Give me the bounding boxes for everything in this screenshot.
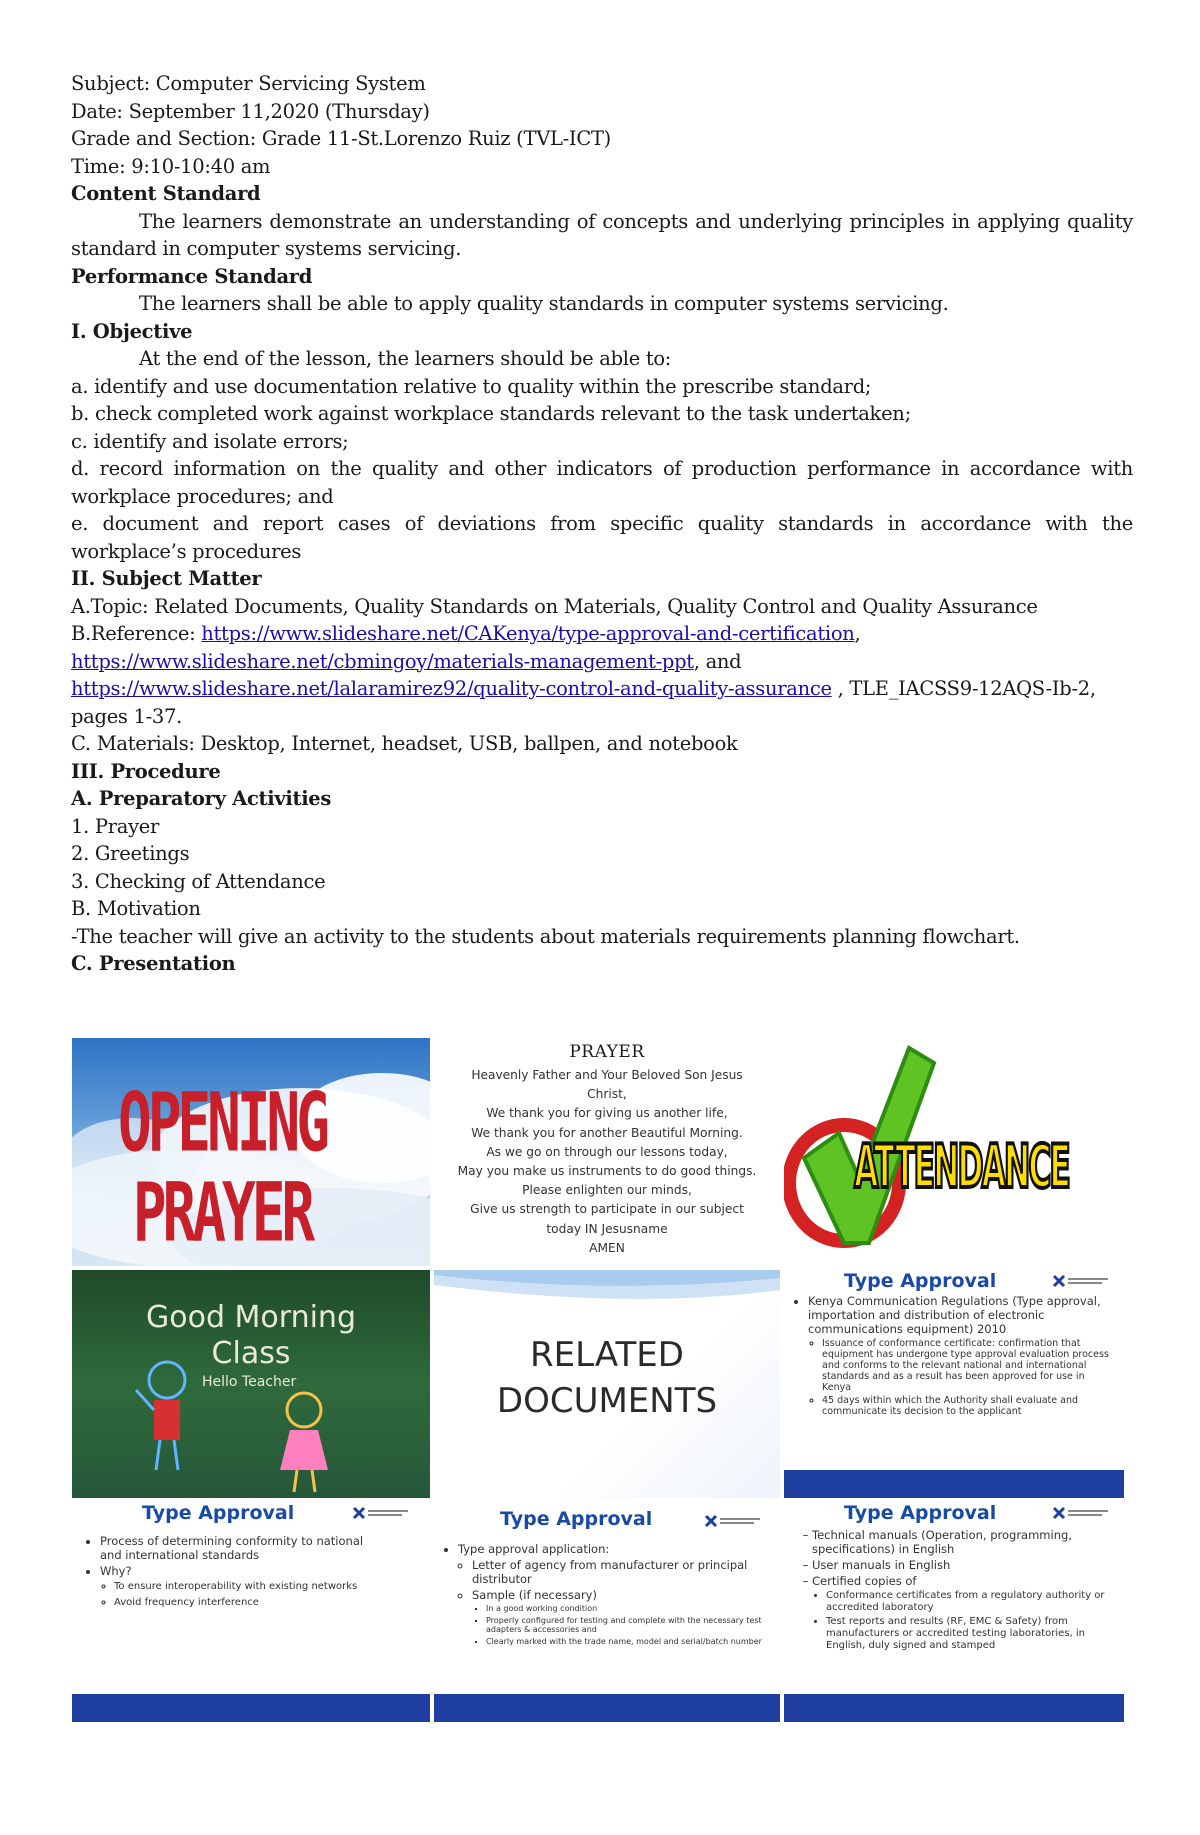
prayer-text-slide bbox=[434, 1038, 780, 1266]
slide-footer-bar bbox=[72, 1694, 430, 1722]
bullet: • Why? bbox=[100, 1564, 386, 1578]
objective-item: d. record information on the quality and other indicators of production performance in accordance with workplace procedures; and bbox=[71, 457, 1133, 508]
good-morning-slide bbox=[72, 1270, 430, 1498]
slide-footer-bar bbox=[434, 1694, 780, 1722]
attendance-word: ATTENDANCE bbox=[854, 1133, 1069, 1202]
preparatory-heading: A. Preparatory Activities bbox=[71, 787, 332, 810]
procedure-step: 1. Prayer bbox=[71, 814, 160, 838]
wave-decoration bbox=[434, 1270, 780, 1330]
prayer-line: AMEN bbox=[589, 1240, 625, 1255]
grade-line: Grade and Section: Grade 11-St.Lorenzo Ruiz (TVL-ICT) bbox=[71, 127, 611, 150]
presentation-heading: C. Presentation bbox=[71, 952, 236, 975]
topic-line: A.Topic: Related Documents, Quality Standards on Materials, Quality Control and Quality Assurance bbox=[71, 594, 1038, 618]
prayer-line: today IN Jesusname bbox=[546, 1221, 668, 1236]
bullet: • Kenya Communication Regulations (Type approval, importation and distribution of electronic communications equipment) 2010 bbox=[808, 1294, 1114, 1336]
prayer-line: Give us strength to participate in our subject bbox=[470, 1202, 744, 1217]
opening-prayer-slide bbox=[72, 1038, 430, 1266]
slide-body bbox=[798, 1528, 1108, 1654]
reference-link-1[interactable]: https://www.slideshare.net/CAKenya/type-approval-and-certification bbox=[201, 622, 855, 645]
hello-teacher-text: Hello Teacher bbox=[202, 1374, 297, 1390]
slide-title: Type Approval bbox=[844, 1270, 997, 1292]
subject-line: Subject: Computer Servicing System bbox=[71, 72, 426, 95]
prayer-line: We thank you for giving us another life, bbox=[486, 1106, 728, 1121]
prayer-line: Heavenly Father and Your Beloved Son Jesus bbox=[471, 1068, 743, 1082]
sub-bullet: ◦ Issuance of conformance certificate: confirmation that equipment has undergone type approval evaluation process and conforms to the relevant national and international standards and as a result has been approved for use in Kenya bbox=[822, 1338, 1114, 1393]
slide-title: Type Approval bbox=[500, 1508, 653, 1530]
kids-drawing-icon bbox=[72, 1270, 430, 1498]
objective-item: b. check completed work against workplace standards relevant to the task undertaken; bbox=[71, 402, 911, 425]
separator: , bbox=[854, 622, 861, 645]
slide-body bbox=[86, 1534, 386, 1612]
sub-bullet: ◦ To ensure interoperability with existing networks bbox=[114, 1580, 386, 1594]
related-word: RELATED bbox=[530, 1335, 684, 1375]
type-approval-slide-1 bbox=[784, 1270, 1124, 1498]
sub-sub-bullet: ▪ Clearly marked with the trade name, model and serial/batch number bbox=[486, 1637, 764, 1647]
separator: , and bbox=[693, 649, 742, 673]
sub-bullet: – User manuals in English bbox=[812, 1558, 1108, 1572]
prayer-line: May you make us instruments to do good things. bbox=[457, 1164, 757, 1179]
motivation-text: -The teacher will give an activity to the students about materials requirements planning flowchart. bbox=[71, 924, 1020, 948]
type-approval-slide-2 bbox=[72, 1502, 430, 1722]
type-approval-slide-3 bbox=[434, 1502, 780, 1722]
sub-sub-bullet: • Conformance certificates from a regulatory authority or accredited laboratory bbox=[826, 1590, 1108, 1614]
sub-bullet: ◦ 45 days within which the Authority shall evaluate and communicate its decision to the applicant bbox=[822, 1395, 1114, 1417]
procedure-step: 3. Checking of Attendance bbox=[71, 869, 326, 893]
lesson-plan bbox=[71, 70, 1133, 978]
bullet: • Type approval application: bbox=[458, 1542, 764, 1556]
authority-logo-icon bbox=[1052, 1274, 1112, 1288]
objective-item: e. document and report cases of deviations from specific quality standards in accordance with the workplace’s procedures bbox=[71, 512, 1133, 563]
sub-bullet: ◦ Avoid frequency interference bbox=[114, 1596, 386, 1610]
content-standard-heading: Content Standard bbox=[71, 182, 261, 205]
authority-logo-icon bbox=[352, 1506, 412, 1520]
documents-word: DOCUMENTS bbox=[496, 1381, 718, 1421]
sub-bullet: – Certified copies of bbox=[812, 1574, 1108, 1588]
bullet: • Process of determining conformity to national and international standards bbox=[100, 1534, 386, 1562]
attendance-slide bbox=[784, 1038, 1124, 1266]
sub-bullet: – Technical manuals (Operation, programming, specifications) in English bbox=[812, 1528, 1108, 1556]
objective-item: c. identify and isolate errors; bbox=[71, 429, 349, 453]
time-line: Time: 9:10-10:40 am bbox=[71, 154, 271, 178]
prayer-word: PRAYER bbox=[132, 1166, 312, 1261]
date-line: Date: September 11,2020 (Thursday) bbox=[71, 99, 430, 123]
sub-sub-bullet: ▪ Properly configured for testing and complete with the necessary test adapters & accessories and bbox=[486, 1616, 764, 1635]
reference-link-3[interactable]: https://www.slideshare.net/lalaramirez92/quality-control-and-quality-assurance bbox=[71, 677, 832, 700]
materials-line: C. Materials: Desktop, Internet, headset, USB, ballpen, and notebook bbox=[71, 732, 738, 755]
reference-tail: , TLE_IACSS9-12AQS-Ib-2, pages 1-37. bbox=[71, 677, 1096, 728]
authority-logo-icon bbox=[704, 1514, 764, 1528]
prayer-line: Christ, bbox=[587, 1087, 627, 1102]
sub-sub-bullet: • Test reports and results (RF, EMC & Safety) from manufacturers or accredited testing laboratories, in English, duly signed and stamped bbox=[826, 1616, 1108, 1652]
prayer-title: PRAYER bbox=[569, 1042, 645, 1062]
prayer-line: We thank you for another Beautiful Morning. bbox=[471, 1125, 743, 1140]
type-approval-slide-4 bbox=[784, 1502, 1124, 1722]
sub-sub-bullet: ▪ In a good working condition bbox=[486, 1604, 764, 1614]
reference-label: B.Reference: bbox=[71, 622, 202, 645]
slide-body bbox=[444, 1542, 764, 1648]
related-documents-slide bbox=[434, 1270, 780, 1498]
authority-logo-icon bbox=[1052, 1506, 1112, 1520]
prayer-line: As we go on through our lessons today, bbox=[486, 1144, 728, 1159]
slide-title: Type Approval bbox=[142, 1502, 295, 1524]
slide-body bbox=[794, 1294, 1114, 1419]
slide-footer-bar bbox=[784, 1470, 1124, 1498]
prayer-body bbox=[434, 1066, 780, 1258]
procedure-step: B. Motivation bbox=[71, 897, 201, 920]
slide-footer-bar bbox=[784, 1694, 1124, 1722]
subject-matter-heading: II. Subject Matter bbox=[71, 567, 262, 590]
objective-intro: At the end of the lesson, the learners should be able to: bbox=[139, 347, 672, 370]
sub-bullet: ◦ Letter of agency from manufacturer or principal distributor bbox=[472, 1558, 764, 1586]
procedure-heading: III. Procedure bbox=[71, 759, 221, 783]
performance-standard-text: The learners shall be able to apply quality standards in computer systems servicing. bbox=[139, 292, 949, 315]
sub-bullet: ◦ Sample (if necessary) bbox=[472, 1588, 764, 1602]
class-text: Class bbox=[211, 1336, 291, 1371]
objective-item: a. identify and use documentation relative to quality within the prescribe standard; bbox=[71, 374, 872, 398]
good-morning-text: Good Morning bbox=[146, 1300, 356, 1335]
slide-title: Type Approval bbox=[844, 1502, 997, 1524]
prayer-line: Please enlighten our minds, bbox=[522, 1183, 692, 1198]
procedure-step: 2. Greetings bbox=[71, 842, 190, 865]
opening-word: OPENING bbox=[117, 1076, 326, 1171]
performance-standard-heading: Performance Standard bbox=[71, 264, 313, 288]
reference-block bbox=[71, 620, 1133, 730]
content-standard-text: The learners demonstrate an understanding of concepts and underlying principles in applying quality standard in computer systems servicing. bbox=[71, 209, 1133, 260]
objective-heading: I. Objective bbox=[71, 319, 193, 343]
reference-link-2[interactable]: https://www.slideshare.net/cbmingoy/materials-management-ppt bbox=[71, 649, 694, 673]
